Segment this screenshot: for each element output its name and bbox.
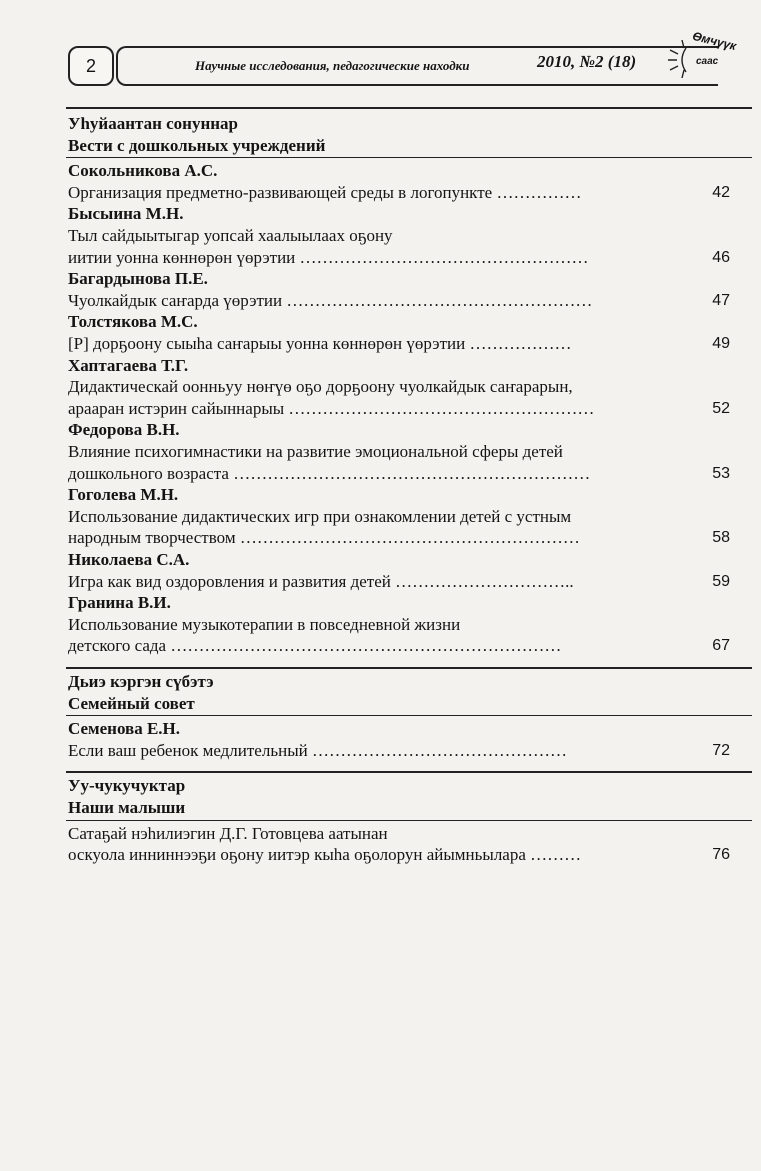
- entry-title-line: Если ваш ребенок медлительный ………………………………………: [68, 740, 567, 760]
- entry-title-line: Тыл сайдыытыгар уопсай хаалыылаах оҕону: [68, 226, 393, 245]
- entry-page-number: 58: [712, 529, 730, 547]
- entry-title-line: Использование музыкотерапии в повседневной жизни: [68, 614, 461, 634]
- section-title-russian: Вести с дошкольных учреждений: [68, 135, 326, 155]
- section-title-sakha: Дьиэ кэргэн сүбэтэ: [68, 672, 214, 691]
- issue-label: 2010, №2 (18): [537, 52, 637, 71]
- section-top-rule: [66, 771, 752, 773]
- entry-author: Багардынова П.Е.: [68, 269, 208, 289]
- entry-title-line: Дидактическай оонньуу нөҥүө оҕо дорҕоону чуолкайдык саҥарарын,: [68, 377, 573, 397]
- section-heading-rule: [66, 820, 752, 821]
- page-number-box: [68, 46, 114, 86]
- entry-author: Семенова Е.Н.: [68, 719, 181, 739]
- journal-title: Научные исследования, педагогические находки: [195, 58, 470, 73]
- section-top-rule: [66, 667, 752, 669]
- entry-page-number: 72: [712, 741, 730, 759]
- entry-author: Хаптагаева Т.Г.: [68, 355, 189, 375]
- entry-title-line: народным творчеством ……………………………………………………: [68, 528, 580, 548]
- entry-author: Федорова В.Н.: [68, 420, 180, 440]
- section-heading-rule: [66, 157, 752, 158]
- entry-page-number: 76: [712, 846, 730, 864]
- entry-author: Бысыина М.Н.: [68, 204, 184, 224]
- entry-page-number: 59: [712, 572, 730, 590]
- entry-page-number: 67: [712, 637, 730, 655]
- entry-author: Гранина В.И.: [68, 593, 171, 613]
- entry-title-line: дошкольного возраста ………………………………………………………: [68, 463, 591, 483]
- logo-top-text: Өмчүүк: [690, 28, 738, 54]
- page-number: 2: [85, 55, 96, 76]
- section-title-sakha: Уу-чукучуктар: [68, 776, 186, 796]
- entry-title-line: арааран истэрин сайыннарыы ………………………………………………: [68, 398, 595, 418]
- section-title-russian: Наши малыши: [68, 798, 186, 817]
- entry-title-line: Чуолкайдык саҥарда үөрэтии ………………………………………………: [68, 290, 593, 310]
- entry-title-line: Организация предметно-развивающей среды в логопункте ……………: [68, 182, 582, 202]
- entry-author: Николаева С.А.: [68, 550, 190, 569]
- entry-page-number: 47: [712, 291, 730, 309]
- journal-logo: [660, 28, 750, 82]
- section-heading-rule: [66, 715, 752, 716]
- entry-title-line: иитии уонна көннөрөн үөрэтии ……………………………………………: [68, 247, 589, 267]
- entry-title-line: Игра как вид оздоровления и развития детей …………………………..: [68, 571, 574, 591]
- entry-page-number: 53: [712, 464, 730, 482]
- entry-page-number: 46: [712, 248, 730, 266]
- entry-page-number: 42: [712, 183, 730, 201]
- entry-author: Сокольникова А.С.: [68, 161, 218, 181]
- section-title-russian: Семейный совет: [68, 693, 195, 713]
- entry-title-line: Использование дидактических игр при ознакомлении детей с устным: [68, 506, 572, 526]
- logo-bottom-text: саас: [696, 56, 719, 67]
- header-rule: [66, 107, 752, 109]
- entry-title-line: Влияние психогимнастики на развитие эмоциональной сферы детей: [68, 442, 563, 461]
- entry-author: Толстякова М.С.: [68, 312, 198, 332]
- page-header: [60, 28, 750, 94]
- entry-page-number: 52: [712, 399, 730, 417]
- entry-page-number: 49: [712, 335, 730, 352]
- entry-author: Гоголева М.Н.: [68, 485, 179, 505]
- entry-title-line: Сатаҕай нэһилиэгин Д.Г. Готовцева аатынан: [68, 823, 388, 843]
- section-title-sakha: Уһуйаантан сонуннар: [68, 114, 239, 133]
- entry-title-line: детского сада ……………………………………………………………: [68, 636, 562, 656]
- entry-title-line: оскуола инниннээҕи оҕону иитэр кыһа оҕолорун айымньылара ………: [68, 845, 582, 865]
- entry-title-line: [Р] дорҕоону сыыһа саҥарыы уонна көннөрөн үөрэтии ………………: [68, 334, 572, 353]
